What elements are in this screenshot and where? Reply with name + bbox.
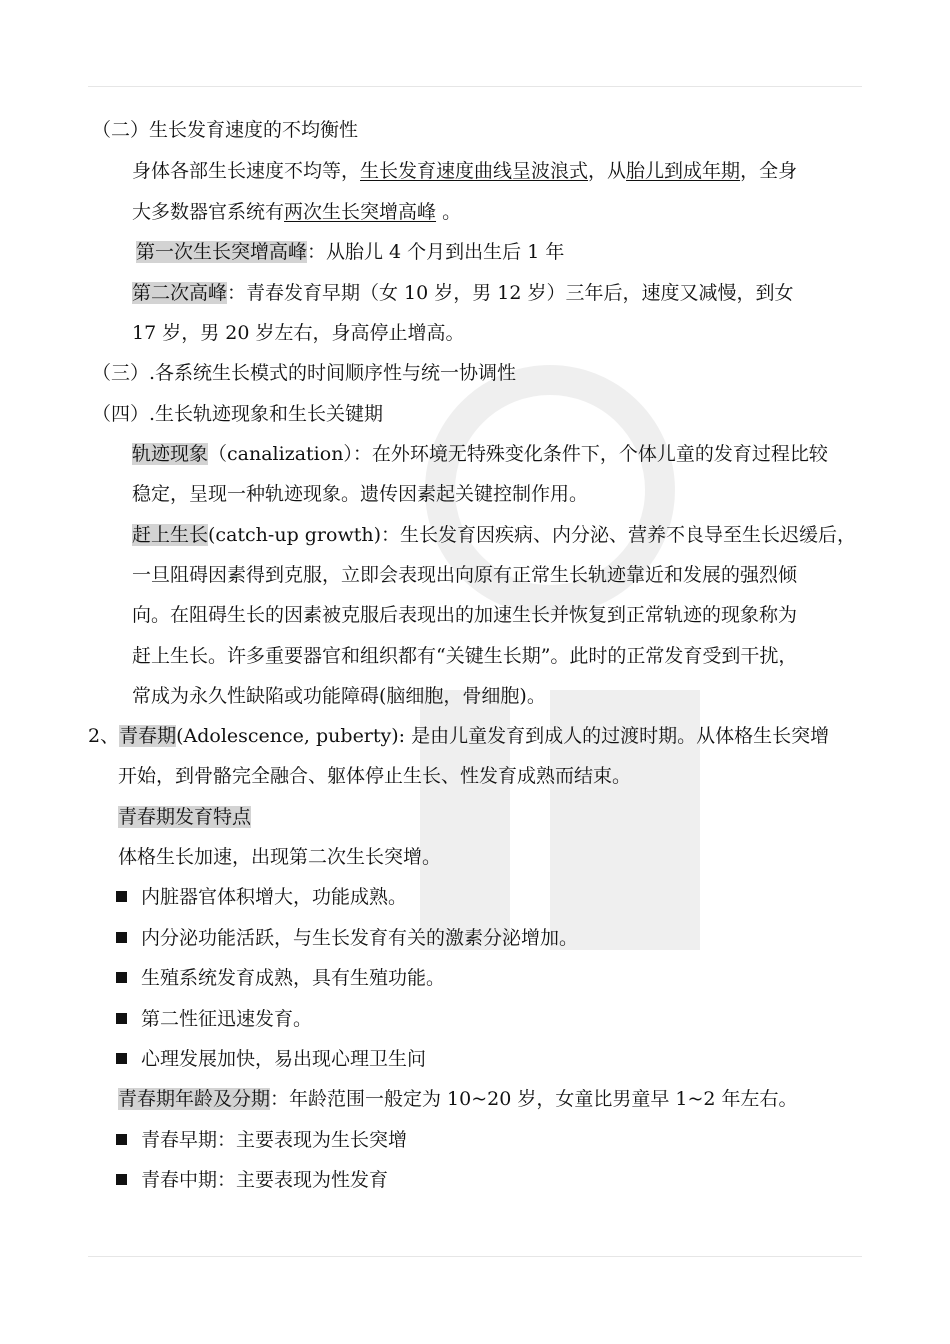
header-rule <box>88 86 862 87</box>
paragraph-line: 赶上生长。许多重要器官和组织都有“关键生长期”。此时的正常发育受到干扰， <box>132 645 798 667</box>
footer-rule <box>88 1256 862 1257</box>
list-item <box>116 1167 388 1193</box>
paragraph-line: 一旦阻碍因素得到克服，立即会表现出向原有正常生长轨迹靠近和发展的强烈倾 <box>132 564 798 586</box>
list-item <box>116 884 407 910</box>
paragraph-line: 稳定，呈现一种轨迹现象。遗传因素起关键控制作用。 <box>132 483 589 505</box>
second-peak-line <box>132 280 794 306</box>
highlight-label: 青春期发育特点 <box>118 806 252 828</box>
list-item-text: 内脏器官体积增大，功能成熟。 <box>141 886 408 908</box>
highlight-label: 青春期年龄及分期 <box>118 1088 271 1110</box>
square-bullet-icon <box>116 891 127 902</box>
highlight-label: 轨迹现象 <box>132 443 209 465</box>
square-bullet-icon <box>116 1053 127 1064</box>
square-bullet-icon <box>116 972 127 983</box>
square-bullet-icon <box>116 932 127 943</box>
text: ：年龄范围一般定为 10~20 岁，女童比男童早 1~2 年左右。 <box>270 1088 798 1110</box>
text: ，全身 <box>740 160 798 182</box>
list-item <box>116 1127 407 1153</box>
list-item-text: 青春早期：主要表现为生长突增 <box>141 1129 408 1151</box>
features-heading <box>118 804 251 830</box>
paragraph-line: 17 岁，男 20 岁左右，身高停止增高。 <box>132 322 465 344</box>
list-item <box>116 1006 312 1032</box>
list-item <box>116 1046 426 1072</box>
age-line <box>118 1086 798 1112</box>
text: 身体各部生长速度不均等， <box>132 160 361 182</box>
puberty-heading-line <box>88 723 829 749</box>
underlined-text: 胎儿到成年期 <box>626 160 741 182</box>
text: (catch-up growth)：生长发育因疾病、内分泌、营养不良导至生长迟缓后， <box>208 524 857 546</box>
list-item-text: 生殖系统发育成熟，具有生殖功能。 <box>141 967 446 989</box>
section-heading-4: （四）.生长轨迹现象和生长关键期 <box>92 403 384 425</box>
first-peak-line <box>136 239 564 265</box>
list-item-text: 心理发展加快，易出现心理卫生问 <box>141 1048 427 1070</box>
highlight-label: 青春期 <box>119 725 177 747</box>
catch-up-line <box>132 522 856 548</box>
square-bullet-icon <box>116 1174 127 1185</box>
paragraph-line <box>132 158 797 184</box>
section-heading-2: （二）生长发育速度的不均衡性 <box>92 119 359 141</box>
text: 大多数器官系统有 <box>132 201 285 223</box>
paragraph-line: 开始，到骨骼完全融合、躯体停止生长、性发育成熟而结束。 <box>118 765 632 787</box>
list-item <box>116 965 445 991</box>
paragraph-line: 体格生长加速，出现第二次生长突增。 <box>118 846 442 868</box>
list-item <box>116 925 578 951</box>
list-item-text: 青春中期：主要表现为性发育 <box>141 1169 389 1191</box>
paragraph-line: 常成为永久性缺陷或功能障碍(脑细胞，骨细胞)。 <box>132 685 546 707</box>
text: ，从 <box>588 160 627 182</box>
underlined-text: 两次生长突增高峰 <box>284 201 437 223</box>
list-item-text: 第二性征迅速发育。 <box>141 1008 313 1030</box>
text: ：从胎儿 4 个月到出生后 1 年 <box>307 241 565 263</box>
canalization-line <box>132 441 828 467</box>
list-item-text: 内分泌功能活跃，与生长发育有关的激素分泌增加。 <box>141 927 579 949</box>
text: （canalization）：在外环境无特殊变化条件下，个体儿童的发育过程比较 <box>208 443 828 465</box>
square-bullet-icon <box>116 1013 127 1024</box>
paragraph-line <box>132 199 461 225</box>
square-bullet-icon <box>116 1134 127 1145</box>
text: ：青春发育早期（女 10 岁，男 12 岁）三年后，速度又减慢，到女 <box>227 282 794 304</box>
item-number: 2、 <box>88 725 120 747</box>
highlight-label: 第二次高峰 <box>132 282 228 304</box>
text: (Adolescence, puberty): 是由儿童发育到成人的过渡时期。从体格生长突增 <box>176 725 830 747</box>
highlight-label: 第一次生长突增高峰 <box>136 241 308 263</box>
highlight-label: 赶上生长 <box>132 524 209 546</box>
section-heading-3: （三）.各系统生长模式的时间顺序性与统一协调性 <box>92 362 517 384</box>
paragraph-line: 向。在阻碍生长的因素被克服后表现出的加速生长并恢复到正常轨迹的现象称为 <box>132 604 798 626</box>
underlined-text: 生长发育速度曲线呈波浪式 <box>360 160 589 182</box>
text: 。 <box>436 201 462 223</box>
